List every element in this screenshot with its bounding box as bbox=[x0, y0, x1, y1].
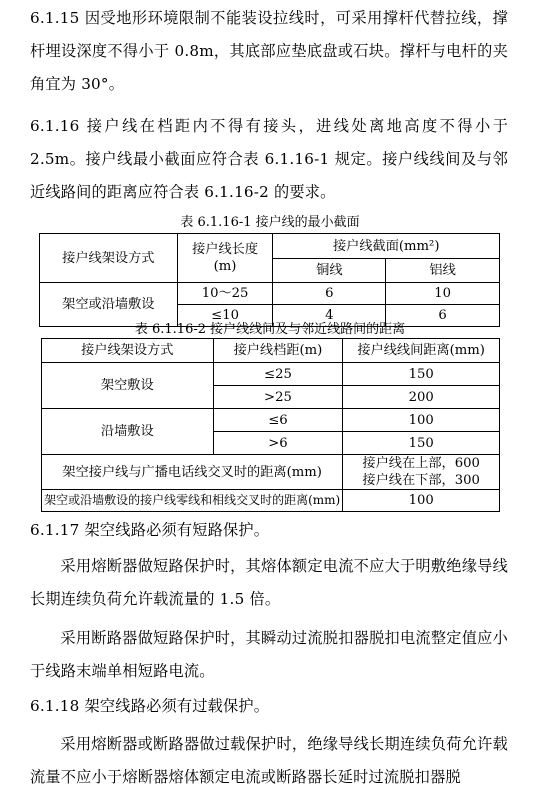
clause-6-1-16: 6.1.16 接户线在档距内不得有接头，进线处离地高度不得小于 2.5m。接户线最小截面应符合表 6.1.16-1 规定。接户线线间及与邻近线路间的距离应符合表 6.1.16-2 的要求。 bbox=[30, 117, 508, 201]
t1-al-cell: 10 bbox=[386, 283, 500, 305]
t1-header-length bbox=[177, 234, 273, 283]
t1-header-al: 铝线 bbox=[386, 259, 500, 283]
clause-6-1-18-overload: 采用熔断器或断路器做过载保护时，绝缘导线长期连续负荷允许载流量不应小于熔断器熔体额定电流或断路器长延时过流脱扣器脱 bbox=[30, 735, 508, 786]
clause-6-1-17-fuse: 采用熔断器做短路保护时，其熔体额定电流不应大于明敷绝缘导线长期连续负荷允许载流量的 1.5 倍。 bbox=[30, 557, 508, 608]
t2-span-cell: >25 bbox=[213, 386, 343, 409]
table2-caption: 表 6.1.16-2 接户线线间及与邻近线路间的距离 bbox=[134, 322, 406, 337]
t1-header-method: 接户线架设方式 bbox=[40, 234, 178, 283]
t2-cross-broadcast-value bbox=[343, 455, 500, 490]
t1-length-cell: ≤10 bbox=[177, 305, 273, 327]
t2-header-span: 接户线档距(m) bbox=[213, 339, 343, 363]
t2-dist-cell: 200 bbox=[343, 386, 500, 409]
table1-caption: 表 6.1.16-1 接户线的最小截面 bbox=[180, 215, 360, 230]
t2-span-cell: >6 bbox=[213, 432, 343, 455]
t2-cross-broadcast-label: 架空接户线与广播电话线交叉时的距离(mm) bbox=[42, 455, 343, 490]
t1-al-cell: 6 bbox=[386, 305, 500, 327]
t1-header-length-line1: 接户线长度 bbox=[192, 242, 259, 257]
t2-span-cell: ≤6 bbox=[213, 409, 343, 432]
t2-cross-neutral-label: 架空或沿墙敷设的接户线零线和相线交叉时的距离(mm) bbox=[42, 490, 343, 512]
t1-length-cell: 10～25 bbox=[177, 283, 273, 305]
t1-method-cell: 架空或沿墙敷设 bbox=[40, 283, 178, 327]
clause-6-1-15: 6.1.15 因受地形环境限制不能装设拉线时，可采用撑杆代替拉线，撑杆埋设深度不得小于 0.8m，其底部应垫底盘或石块。撑杆与电杆的夹角宜为 30°。 bbox=[30, 9, 508, 93]
t1-cu-cell: 4 bbox=[273, 305, 386, 327]
t2-dist-cell: 150 bbox=[343, 363, 500, 386]
t2-span-cell: ≤25 bbox=[213, 363, 343, 386]
t1-header-length-line2: (m) bbox=[213, 259, 237, 274]
t2-cross-neutral-value: 100 bbox=[343, 490, 500, 512]
t2-cross-broadcast-down: 接户线在下部，300 bbox=[362, 473, 480, 488]
t2-wall-cell: 沿墙敷设 bbox=[42, 409, 214, 455]
t1-cu-cell: 6 bbox=[273, 283, 386, 305]
table-line-distance bbox=[41, 338, 500, 512]
t1-header-section: 接户线截面(mm²) bbox=[273, 234, 500, 259]
table-min-section bbox=[39, 233, 500, 327]
clause-6-1-17-heading: 6.1.17 架空线路必须有短路保护。 bbox=[30, 521, 270, 539]
t2-overhead-cell: 架空敷设 bbox=[42, 363, 214, 409]
clause-6-1-18-heading: 6.1.18 架空线路必须有过载保护。 bbox=[30, 697, 270, 715]
t2-dist-cell: 100 bbox=[343, 409, 500, 432]
t2-header-method: 接户线架设方式 bbox=[42, 339, 214, 363]
t2-dist-cell: 150 bbox=[343, 432, 500, 455]
t2-cross-broadcast-up: 接户线在上部，600 bbox=[362, 456, 480, 471]
clause-6-1-17-breaker: 采用断路器做短路保护时，其瞬动过流脱扣器脱扣电流整定值应小于线路末端单相短路电流。 bbox=[30, 629, 508, 680]
t1-header-cu: 铜线 bbox=[273, 259, 386, 283]
t2-header-dist: 接户线线间距离(mm) bbox=[343, 339, 500, 363]
